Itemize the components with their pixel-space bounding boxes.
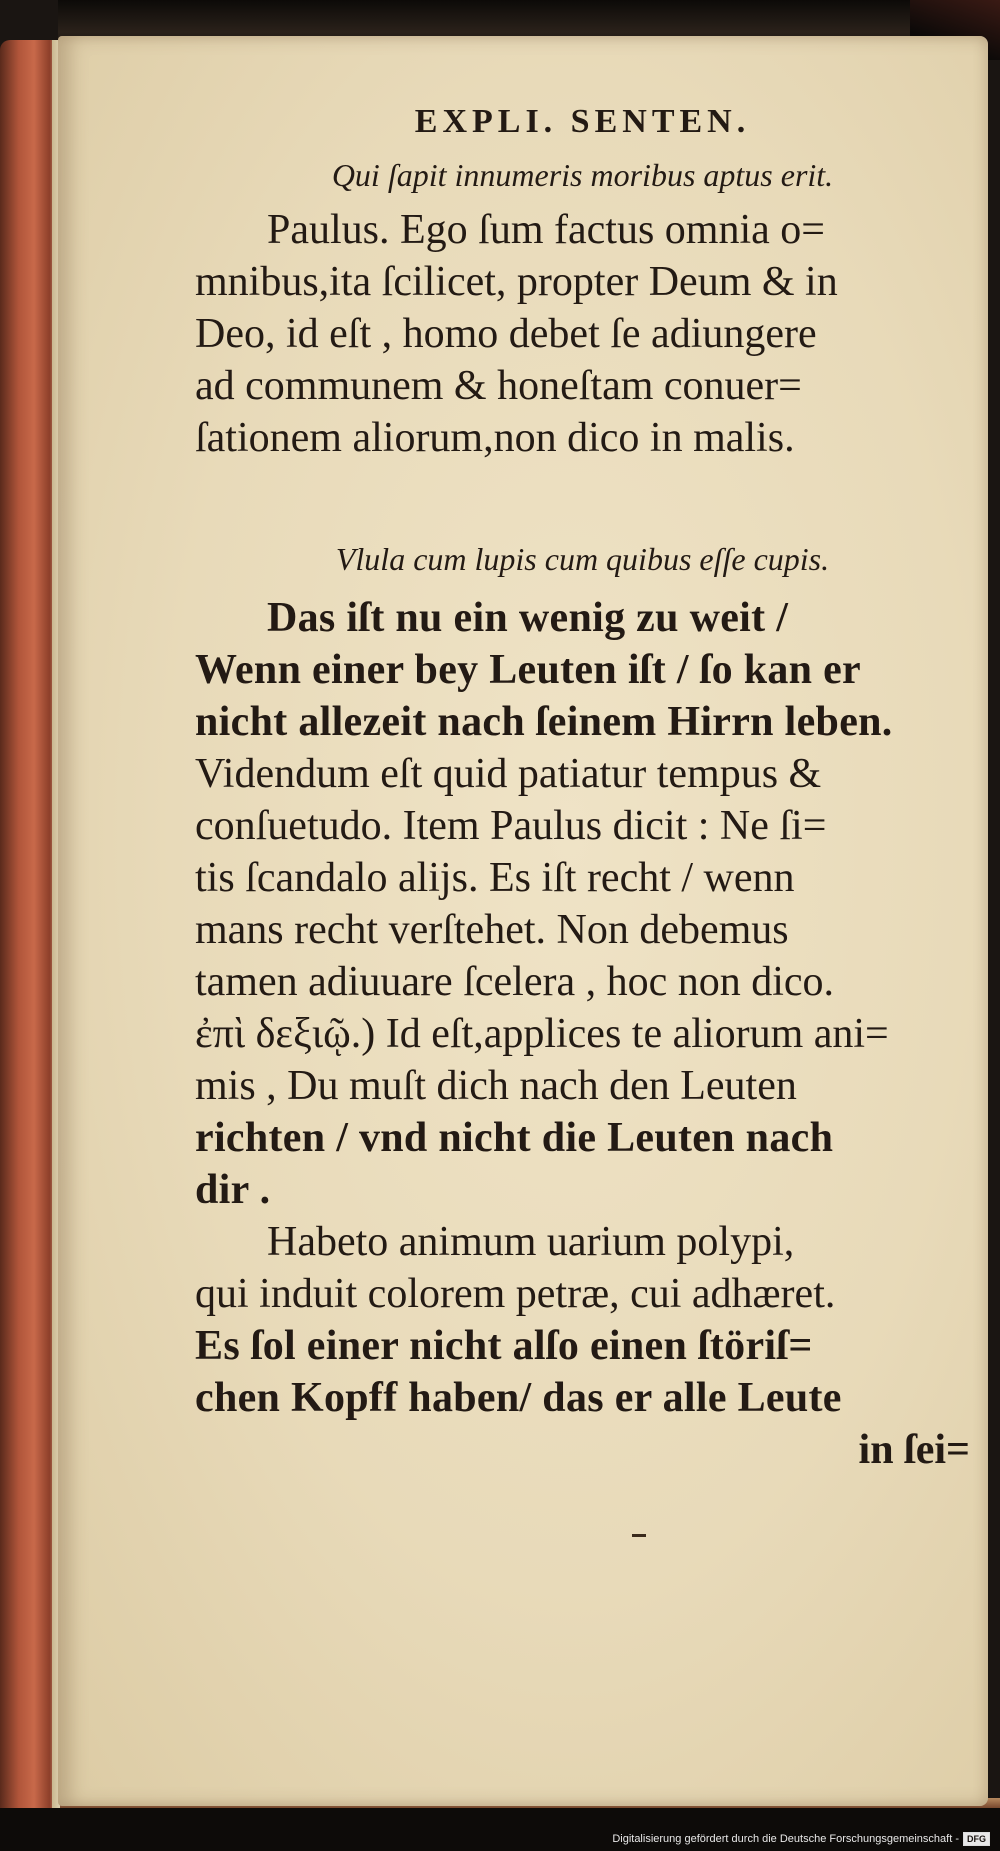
- catchword: in ſei=: [858, 1427, 970, 1473]
- paragraph-1: [195, 204, 970, 464]
- paragraph-3: [195, 1216, 970, 1424]
- credit-text: Digitalisierung gefördert durch die Deutsche Forschungsgemeinschaft -: [612, 1833, 959, 1845]
- page-text: [195, 100, 970, 1476]
- text-line: conſuetudo. Item Paulus dicit : Ne ſi=: [195, 803, 827, 849]
- text-line: mans recht verſtehet. Non debemus: [195, 907, 789, 953]
- text-line: tamen adiuuare ſcelera , hoc non dico.: [195, 959, 835, 1005]
- text-line: Wenn einer bey Leuten iſt / ſo kan er: [195, 647, 861, 693]
- text-line: Das iſt nu ein wenig zu weit /: [267, 595, 789, 641]
- dfg-logo: DFG: [963, 1832, 990, 1846]
- text-line: mis , Du muſt dich nach den Leuten: [195, 1063, 797, 1109]
- text-line: tis ſcandalo alijs. Es iſt recht / wenn: [195, 855, 795, 901]
- text-line: Es ſol einer nicht alſo einen ſtöriſ=: [195, 1323, 813, 1369]
- signature-mark: [632, 1534, 646, 1537]
- digitization-credit: [612, 1831, 990, 1847]
- text-line: mnibus,ita ſcilicet, propter Deum & in: [195, 259, 838, 305]
- text-line: Videndum eſt quid patiatur tempus &: [195, 751, 822, 797]
- text-line: Deo, id eſt , homo debet ſe adiungere: [195, 311, 817, 357]
- text-line: richten / vnd nicht die Leuten nach: [195, 1115, 834, 1161]
- text-line: nicht allezeit nach ſeinem Hirrn leben.: [195, 699, 893, 745]
- text-line: Habeto animum uarium polypi,: [267, 1219, 795, 1265]
- text-line: qui induit colorem petræ, cui adhæret.: [195, 1271, 836, 1317]
- text-line: ad communem & honeſtam conuer=: [195, 363, 802, 409]
- text-line: ἐπὶ δεξιῷ.) Id eſt,applices te aliorum ani=: [195, 1011, 889, 1057]
- text-line: ſationem aliorum,non dico in malis.: [195, 415, 795, 461]
- book-fore-edge: [0, 40, 62, 1820]
- text-line: chen Kopff haben/ das er alle Leute: [195, 1375, 842, 1421]
- paragraph-2: [195, 592, 970, 1216]
- text-line: Paulus. Ego ſum factus omnia o=: [267, 207, 825, 253]
- running-head: EXPLI. SENTEN.: [414, 103, 751, 140]
- motto-2: Vlula cum lupis cum quibus eſſe cupis.: [335, 541, 830, 577]
- motto-1: Qui ſapit innumeris moribus aptus erit.: [331, 157, 834, 193]
- text-line: dir .: [195, 1167, 271, 1213]
- section-gap: [195, 464, 970, 534]
